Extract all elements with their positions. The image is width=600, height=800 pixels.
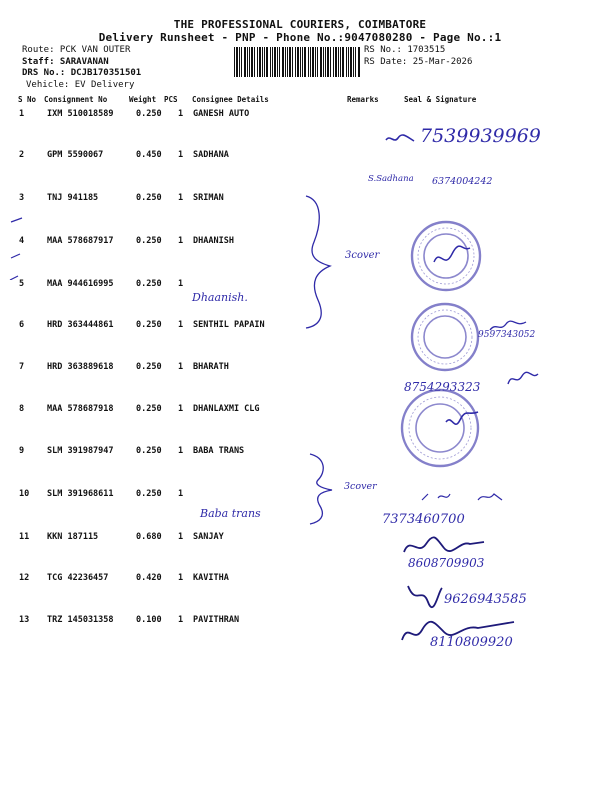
row-sno: 11 [19,532,30,542]
barcode-bar [342,47,344,77]
row-pcs: 1 [178,362,184,372]
barcode-bar [236,47,238,77]
row-sno: 12 [19,573,30,583]
row-pcs: 1 [178,236,184,246]
row-pcs: 1 [178,150,184,160]
row-consignment-no: GPM 5590067 [47,150,104,160]
barcode-bar [239,47,240,77]
handwritten-phone-row12: 9626943585 [444,592,527,607]
barcode-bar [340,47,341,77]
barcode-bar [346,47,347,77]
signature-row12 [404,582,444,610]
vehicle-text: Vehicle: EV Delivery [26,79,135,90]
row-sno: 2 [19,150,25,160]
row-consignee: DHANLAXMI CLG [193,404,260,414]
handwritten-remark-row10: 3cover [344,481,377,492]
barcode-bar [317,47,318,77]
barcode-bar [241,47,242,77]
col-remarks-header: Remarks [347,95,379,104]
barcode-bar [358,47,360,77]
barcode-bar [297,47,299,77]
row-consignment-no: HRD 363889618 [47,362,114,372]
row-pcs: 1 [178,193,184,203]
row-pcs: 1 [178,615,184,625]
barcode [233,47,361,77]
barcode-bar [234,47,235,77]
barcode-bar [249,47,250,77]
row-consignment-no: TCG 42236457 [47,573,109,583]
row-consignee: BHARATH [193,362,229,372]
barcode-bar [279,47,280,77]
row-sno: 7 [19,362,25,372]
stamp-icon-row8 [398,386,482,470]
row-pcs: 1 [178,279,184,289]
row-weight: 0.420 [136,573,162,583]
row-consignee: DHAANISH [193,236,234,246]
barcode-bar [251,47,253,77]
barcode-bar [295,47,296,77]
row-consignment-no: HRD 363444861 [47,320,114,330]
row-weight: 0.250 [136,236,162,246]
row-weight: 0.250 [136,446,162,456]
document-title: THE PROFESSIONAL COURIERS, COIMBATORE [173,18,427,31]
row-weight: 0.250 [136,404,162,414]
stamp-icon-row6 [408,300,482,374]
barcode-bar [266,47,268,77]
row-consignee: SRIMAN [193,193,224,203]
barcode-bar [289,47,291,77]
row-weight: 0.250 [136,489,162,499]
row-consignee: SANJAY [193,532,224,542]
handwritten-phone-row7: 8754293323 [404,380,481,394]
barcode-bar [287,47,288,77]
barcode-bar [348,47,349,77]
row-pcs: 1 [178,573,184,583]
row-weight: 0.250 [136,362,162,372]
barcode-bar [282,47,284,77]
col-weight-header: Weight [129,95,157,104]
signature-row6 [488,318,528,334]
row-consignment-no: TNJ 941185 [47,193,99,203]
col-seal-header: Seal & Signature [404,95,477,104]
barcode-bar [247,47,248,77]
barcode-bar [323,47,324,77]
barcode-bar [355,47,356,77]
row-sno: 5 [19,279,25,289]
barcode-bar [274,47,276,77]
row-weight: 0.250 [136,320,162,330]
row-pcs: 1 [178,320,184,330]
signature-row1 [384,130,416,148]
handwritten-name-row2: S.Sadhana [368,174,414,184]
row-consignment-no: KKN 187115 [47,532,99,542]
handwritten-phone-row1: 7539939969 [420,125,541,147]
subtitle-text: Delivery Runsheet - PNP - Phone No.:9047080280 - Page No.:1 [98,31,502,44]
runsheet-meta-left [22,45,141,91]
row-weight: 0.100 [136,615,162,625]
col-consignment-header: Consignment No [44,95,108,104]
row-consignment-no: TRZ 145031358 [47,615,114,625]
bracket-rows-9-10 [304,450,344,526]
row-consignment-no: MAA 578687918 [47,404,114,414]
row-weight: 0.250 [136,279,162,289]
handwritten-remark-row4: 3cover [345,250,380,261]
barcode-bar [244,47,246,77]
barcode-bar [270,47,271,77]
barcode-bar [277,47,278,77]
barcode-bar [333,47,334,77]
row-pcs: 1 [178,109,184,119]
row-weight: 0.250 [136,193,162,203]
row-sno: 13 [19,615,30,625]
barcode-bar [312,47,314,77]
staff-text: Staff: SARAVANAN [22,56,109,67]
row-consignee: BABA TRANS [193,446,245,456]
barcode-bar [315,47,316,77]
runsheet-meta-right [364,45,472,68]
row-weight: 0.680 [136,532,162,542]
barcode-bar [302,47,303,77]
barcode-bar [325,47,326,77]
row-consignment-no: MAA 944616995 [47,279,114,289]
row-weight: 0.250 [136,109,162,119]
barcode-bar [330,47,331,77]
barcode-bar [304,47,306,77]
barcode-bar [320,47,322,77]
row-consignment-no: MAA 578687917 [47,236,114,246]
barcode-bar [353,47,354,77]
row-sno: 3 [19,193,25,203]
barcode-bar [335,47,337,77]
row-weight: 0.450 [136,150,162,160]
row-sno: 4 [19,236,25,246]
row-consignee: SENTHIL PAPAIN [193,320,265,330]
barcode-bar [257,47,258,77]
handwritten-name-row10: Baba trans [200,507,261,520]
barcode-bar [262,47,263,77]
col-sno-header: S No [18,95,37,104]
row-sno: 9 [19,446,25,456]
handwritten-phone-row13: 8110809920 [430,635,513,650]
handwritten-name-row5: Dhaanish. [192,291,248,304]
row-consignment-no: IXM 510018589 [47,109,114,119]
barcode-bar [308,47,309,77]
barcode-bar [327,47,329,77]
row-sno: 10 [19,489,30,499]
table-header [0,95,600,107]
barcode-bar [338,47,339,77]
rs-number-text: RS No.: 1703515 [364,45,446,55]
barcode-bar [259,47,261,77]
drs-number-text: DRS No.: DCJB170351501 [22,68,142,78]
row-pcs: 1 [178,532,184,542]
col-consignee-header: Consignee Details [192,95,269,104]
barcode-bar [350,47,352,77]
margin-ticks [8,210,26,280]
barcode-bar [292,47,293,77]
stamp-icon-row4 [408,218,484,294]
barcode-bar [264,47,265,77]
row-sno: 8 [19,404,25,414]
handwritten-phone-row6: 9597343052 [478,330,536,340]
row-consignee: GANESH AUTO [193,109,250,119]
row-pcs: 1 [178,489,184,499]
barcode-bar [254,47,255,77]
row-consignment-no: SLM 391968611 [47,489,114,499]
rs-date-text: RS Date: 25-Mar-2026 [364,56,473,67]
barcode-bar [272,47,273,77]
row-consignment-no: SLM 391987947 [47,446,114,456]
document-subtitle [0,31,600,44]
row-sno: 1 [19,109,25,119]
row-consignee: KAVITHA [193,573,229,583]
row-pcs: 1 [178,404,184,414]
route-text: Route: PCK VAN OUTER [22,45,131,55]
bracket-rows-3-5 [300,192,340,332]
barcode-bar [285,47,286,77]
row-consignee: PAVITHRAN [193,615,240,625]
row-sno: 6 [19,320,25,330]
signature-row10 [418,486,518,506]
handwritten-phone-row2: 6374004242 [432,176,493,187]
row-consignee: SADHANA [193,150,229,160]
barcode-bar [310,47,311,77]
barcode-bar [300,47,301,77]
row-pcs: 1 [178,446,184,456]
signature-row7 [506,368,540,388]
handwritten-phone-row11: 8608709903 [408,556,485,570]
handwritten-phone-row10: 7373460700 [382,512,465,527]
col-pcs-header: PCS [164,95,178,104]
